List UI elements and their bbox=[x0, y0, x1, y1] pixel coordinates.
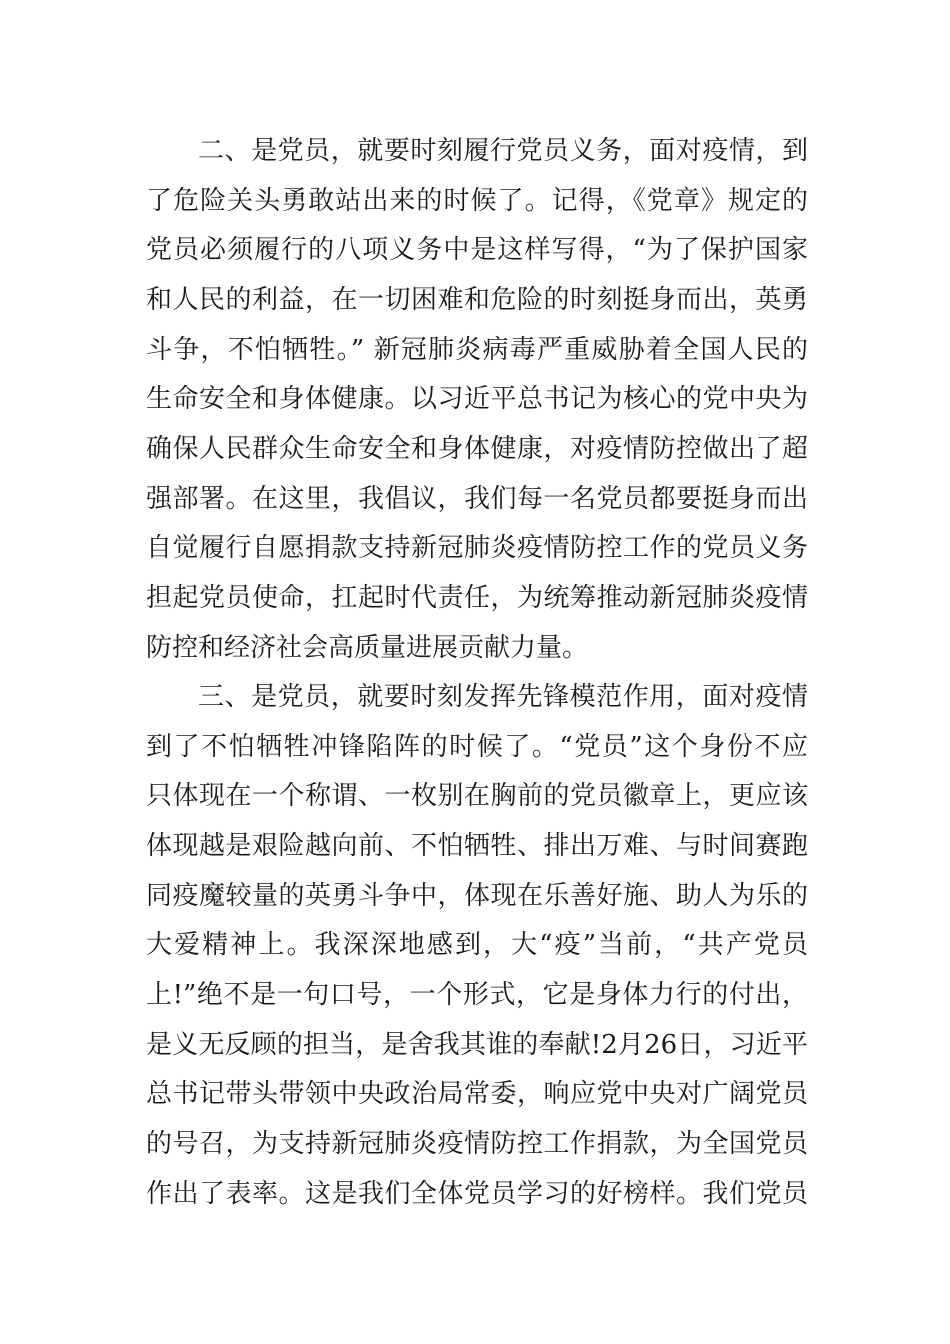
text-line: 上!”绝不是一句口号，一个形式，它是身体力行的付出， bbox=[146, 980, 808, 1010]
text-line: 总书记带头带领中央政治局常委，响应党中央对广阔党员 bbox=[146, 1079, 808, 1109]
text-line: 二、是党员，就要时刻履行党员义务，面对疫情，到 bbox=[198, 136, 808, 166]
text-line: 和人民的利益，在一切困难和危险的时刻挺身而出，英勇 bbox=[146, 285, 808, 315]
text-line: 防控和经济社会高质量进展贡献力量。 bbox=[146, 633, 589, 663]
text-line: 了危险关头勇敢站出来的时候了。记得，《党章》规定的 bbox=[146, 186, 808, 216]
text-line: 确保人民群众生命安全和身体健康，对疫情防控做出了超 bbox=[146, 434, 808, 464]
text-line: 党员必须履行的八项义务中是这样写得，“为了保护国家 bbox=[146, 235, 808, 265]
text-line: 担起党员使命，扛起时代责任，为统筹推动新冠肺炎疫情 bbox=[146, 583, 808, 613]
text-line: 是义无反顾的担当，是舍我其谁的奉献!2月26日，习近平 bbox=[146, 1030, 808, 1060]
text-line: 体现越是艰险越向前、不怕牺牲、排出万难、与时间赛跑 bbox=[146, 831, 808, 861]
text-line: 到了不怕牺牲冲锋陷阵的时候了。“党员”这个身份不应 bbox=[146, 732, 808, 762]
text-line: 的号召，为支持新冠肺炎疫情防控工作捐款，为全国党员 bbox=[146, 1129, 808, 1159]
text-line: 自觉履行自愿捐款支持新冠肺炎疫情防控工作的党员义务 bbox=[146, 533, 808, 563]
text-line: 生命安全和身体健康。以习近平总书记为核心的党中央为 bbox=[146, 384, 808, 414]
text-line: 强部署。在这里，我倡议，我们每一名党员都要挺身而出 bbox=[146, 484, 808, 514]
text-line: 作出了表率。这是我们全体党员学习的好榜样。我们党员 bbox=[146, 1179, 808, 1209]
text-line: 大爱精神上。我深深地感到，大“疫”当前，“共产党员 bbox=[146, 930, 808, 960]
text-line: 只体现在一个称谓、一枚别在胸前的党员徽章上，更应该 bbox=[146, 781, 808, 811]
text-line: 同疫魔较量的英勇斗争中，体现在乐善好施、助人为乐的 bbox=[146, 881, 808, 911]
text-line: 斗争，不怕牺牲。” 新冠肺炎病毒严重威胁着全国人民的 bbox=[146, 335, 808, 365]
text-line: 三、是党员，就要时刻发挥先锋模范作用，面对疫情 bbox=[198, 682, 808, 712]
